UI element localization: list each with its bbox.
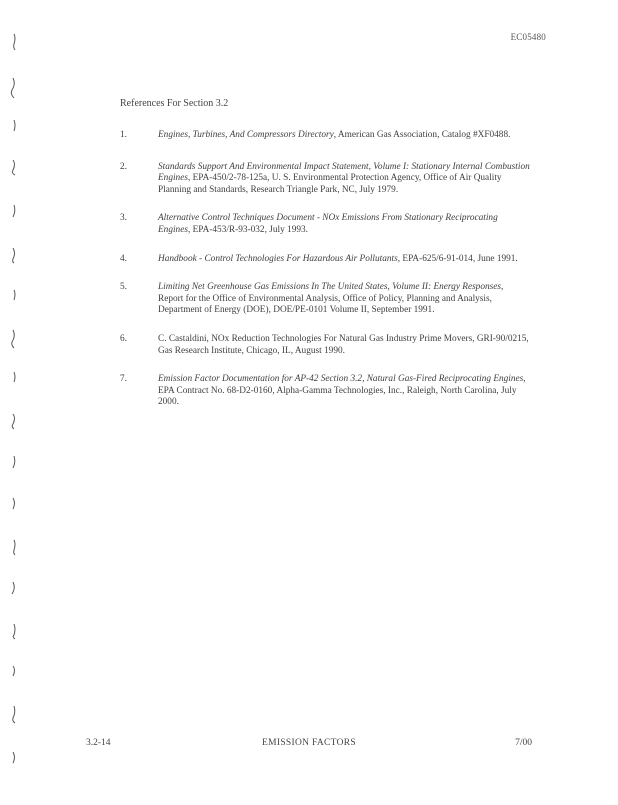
reference-text bbox=[158, 162, 530, 197]
reference-title: Engines, Turbines, And Compressors Directory bbox=[158, 130, 334, 140]
reference-text bbox=[158, 282, 530, 317]
reference-details: , EPA Contract No. 68-D2-0160, Alpha-Gamma Technologies, Inc., Raleigh, North Carolina, July 2000. bbox=[158, 374, 526, 408]
reference-details: , EPA-450/2-78-125a, U. S. Environmental Protection Agency, Office of Air Quality Planning and Standards, Research Triangle Park, NC, July 1979. bbox=[158, 173, 502, 195]
reference-number: 1. bbox=[120, 130, 127, 140]
reference-title: Limiting Net Greenhouse Gas Emissions In The United States, Volume II: Energy Responses bbox=[158, 282, 501, 293]
reference-title: Standards Support And Environmental Impact Statement, Volume I: Stationary Internal Combustion Engines bbox=[158, 161, 530, 184]
reference-title: Emission Factor Documentation for AP-42 Section 3.2, Natural Gas-Fired Reciprocating Engines bbox=[158, 374, 524, 385]
reference-item bbox=[120, 374, 530, 409]
reference-text bbox=[158, 254, 530, 266]
reference-list bbox=[120, 130, 530, 409]
document-id: EC05480 bbox=[510, 32, 546, 42]
reference-item bbox=[120, 130, 530, 142]
reference-number: 7. bbox=[120, 374, 127, 385]
reference-details: , American Gas Association, Catalog #XF0488. bbox=[333, 130, 511, 140]
reference-title: Alternative Control Techniques Document - NOx Emissions From Stationary Reciprocating Engines bbox=[158, 213, 498, 235]
reference-item bbox=[120, 334, 530, 357]
reference-details: , EPA-625/6-91-014, June 1991. bbox=[397, 253, 518, 264]
footer-title: EMISSION FACTORS bbox=[262, 738, 356, 748]
footer-date: 7/00 bbox=[515, 738, 532, 748]
reference-number: 4. bbox=[120, 253, 127, 264]
reference-title: Handbook - Control Technologies For Hazardous Air Pollutants bbox=[158, 253, 398, 264]
reference-number: 3. bbox=[120, 213, 127, 224]
reference-text bbox=[158, 130, 530, 142]
reference-number: 5. bbox=[120, 282, 127, 293]
page-number: 3.2-14 bbox=[86, 738, 111, 748]
reference-details: , EPA-453/R-93-032, July 1993. bbox=[187, 224, 308, 235]
reference-item bbox=[120, 162, 530, 197]
reference-item bbox=[120, 254, 530, 266]
reference-text bbox=[158, 374, 530, 409]
reference-text bbox=[158, 334, 530, 357]
section-title: References For Section 3.2 bbox=[120, 98, 229, 109]
reference-details: C. Castaldini, NOx Reduction Technologies For Natural Gas Industry Prime Movers, GRI-90/0215, Gas Research Institute, Chicago, IL, August 1990. bbox=[158, 333, 529, 356]
reference-item bbox=[120, 282, 530, 317]
reference-number: 6. bbox=[120, 333, 127, 344]
reference-details: , Report for the Office of Environmental Analysis, Office of Policy, Planning and Analysis, Department of Energy (DOE), DOE/PE-0101 Volume II, September 1991. bbox=[158, 282, 504, 316]
reference-number: 2. bbox=[120, 161, 127, 172]
scan-edge-marks bbox=[0, 0, 30, 800]
binding-holes-decoration bbox=[0, 0, 30, 800]
reference-text bbox=[158, 213, 530, 236]
reference-item bbox=[120, 213, 530, 236]
